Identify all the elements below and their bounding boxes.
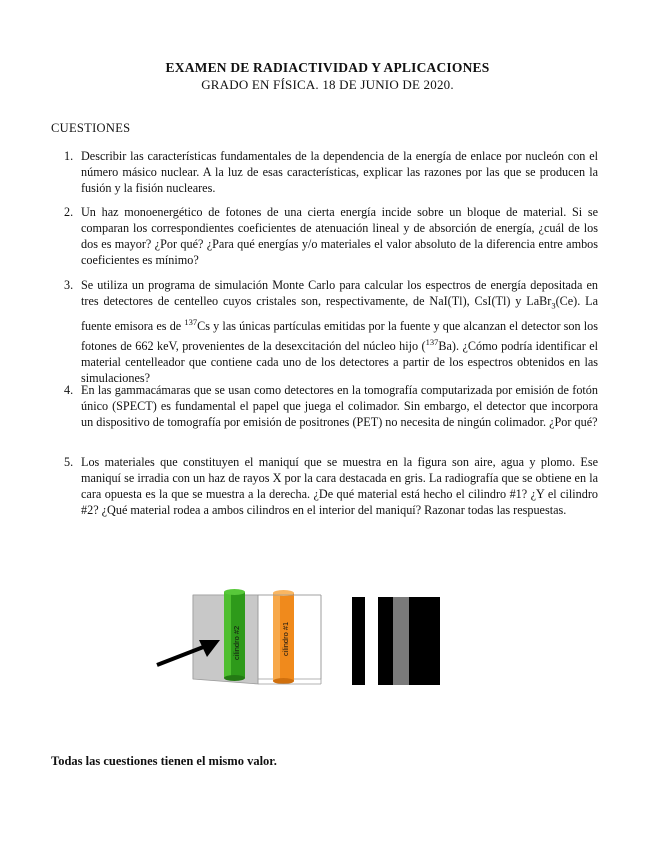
phantom-figure xyxy=(150,580,450,690)
question-4 xyxy=(64,382,598,430)
cylinder-2-label: cilindro #2 xyxy=(232,625,241,660)
question-3 xyxy=(64,277,598,386)
cylinder-1 xyxy=(273,590,294,684)
question-number: 1. xyxy=(64,149,74,163)
cylinder-2 xyxy=(224,589,245,681)
question-5 xyxy=(64,454,598,518)
question-text: Describir las características fundamentales de la dependencia de la energía de enlace por nucleón con el número másico nuclear. A la luz de esas características, explicar las razones por las que se producen la fusión y la fisión nucleares. xyxy=(81,149,598,196)
radiograph xyxy=(352,597,440,685)
question-2 xyxy=(64,204,598,268)
question-text: Los materiales que constituyen el maniquí que se muestra en la figura son aire, agua y plomo. Ese maniquí se irradia con un haz de rayos X por la cara destacada en gris. La radiografía que se obtiene en la cara opuesta es la que se muestra a la derecha. ¿De qué material está hecho el cilindro #1? ¿Y el cilindro #2? ¿Qué material rodea a ambos cilindros en el interior del maniquí? Razonar todas las respuestas. xyxy=(81,455,598,518)
question-text: Se utiliza un programa de simulación Monte Carlo para calcular los espectros de energía depositada en tres detectores de centelleo cuyos cristales son, respectivamente, de NaI(Tl), CsI(Tl) y LaBr$_3$(Ce). La fuente emisora es de $^{137}$Cs y las únicas partículas emitidas por la fuente y que alcanzan el detector son los fotones de 662 keV, provenientes de la desexcitación del núcleo hijo ($^{137}$Ba). ¿Cómo podría identificar el material centelleador que contiene cada uno de los detectores a partir de los espectros obtenidos en las simulaciones? xyxy=(81,278,599,386)
question-text: Un haz monoenergético de fotones de una cierta energía incide sobre un bloque de material. Si se comparan los correspondientes coeficientes de atenuación lineal y de absorción de energía, ¿cuál de los dos es mayor? ¿Por qué? ¿Para qué energías y/o materiales el valor absoluto de la diferencia entre ambos coeficientes es mínimo? xyxy=(81,205,598,268)
exam-subtitle: GRADO EN FÍSICA. 18 DE JUNIO DE 2020. xyxy=(201,77,454,92)
question-1 xyxy=(64,148,598,196)
question-number: 4. xyxy=(64,383,74,397)
question-text: En las gammacámaras que se usan como detectores en la tomografía computarizada por emisión de fotón único (SPECT) es fundamental el papel que juega el colimador. Sin embargo, el detector que incorpora un dispositivo de tomografía por emisión de positrones (PET) no necesita de ningún colimador. ¿Por qué? xyxy=(81,383,598,430)
question-number: 3. xyxy=(64,278,74,292)
cylinder-1-label: cilindro #1 xyxy=(281,621,290,656)
section-title: CUESTIONES xyxy=(51,121,131,135)
footer-note: Todas las cuestiones tienen el mismo valor. xyxy=(51,754,277,768)
question-number: 2. xyxy=(64,205,74,219)
question-number: 5. xyxy=(64,455,74,469)
exam-title: EXAMEN DE RADIACTIVIDAD Y APLICACIONES xyxy=(165,60,490,75)
